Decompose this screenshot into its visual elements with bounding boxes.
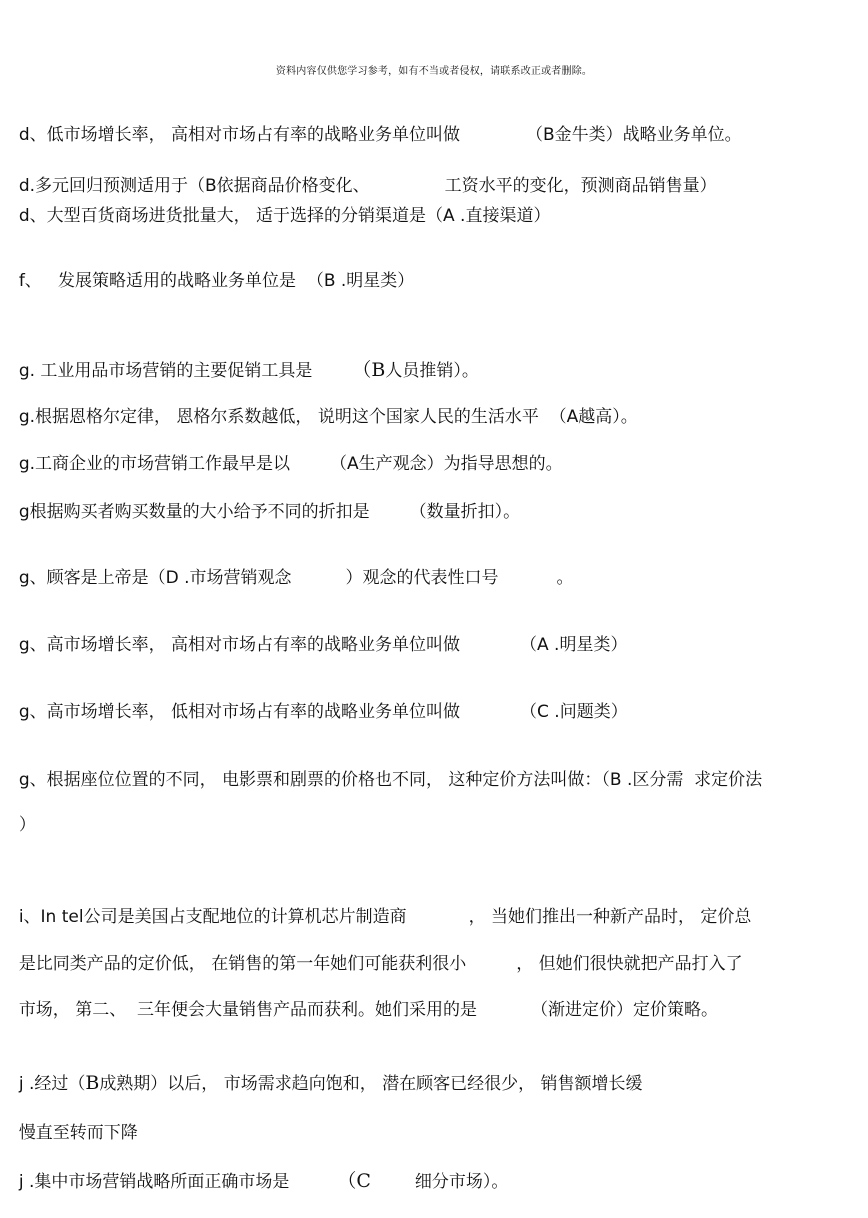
line-text: j .集中市场营销战略所面正确市场是 [18, 1172, 290, 1192]
line-text: 市场， 第二、 三年便会大量销售产品而获利。她们采用的是 [18, 1000, 478, 1020]
line-text: g根据购买者购买数量的大小给予不同的折扣是 [18, 502, 370, 522]
header-note: 资料内容仅供您学习参考，如有不当或者侵权，请联系改正或者删除。 [275, 66, 593, 77]
line-text: j .经过（ [18, 1074, 86, 1094]
line-text: （A生产观念）为指导思想的。 [330, 454, 563, 474]
text-line [8, 183, 550, 227]
line-text: （数量折扣）。 [409, 502, 521, 522]
text-line [8, 1148, 508, 1193]
line-text: 工资水平的变化，预测商品销售量） [444, 176, 717, 196]
text-line [8, 102, 742, 146]
line-text: （C [337, 1170, 371, 1192]
line-text: （C .问题类） [520, 702, 628, 722]
text-line [8, 747, 762, 791]
line-text: g.根据恩格尔定律， 恩格尔系数越低， 说明这个国家人民的生活水平 （A越高）。 [18, 407, 638, 427]
line-text: d、大型百货商场进货批量大， 适于选择的分销渠道是（A .直接渠道） [18, 206, 551, 226]
text-line [8, 612, 627, 656]
text-line [8, 977, 718, 1021]
line-text: ， 当她们推出一种新产品时， 定价总 [468, 907, 752, 927]
line-text: 慢直至转而下降 [18, 1123, 138, 1143]
text-line [8, 1050, 643, 1095]
line-text: g、顾客是上帝是（D .市场营销观念 [18, 568, 292, 588]
line-text: ） [18, 815, 36, 835]
text-line [8, 384, 638, 428]
line-text: ， 但她们很快就把产品打入了 [516, 954, 743, 974]
line-text: （渐进定价）定价策略。 [531, 1000, 719, 1020]
line-text: f、 发展策略适用的战略业务单位是 （B .明星类） [18, 271, 415, 291]
line-text: 人员推销）。 [385, 361, 479, 381]
text-line [8, 1100, 138, 1144]
text-line [8, 431, 563, 475]
line-text: g、高市场增长率， 高相对市场占有率的战略业务单位叫做 [18, 635, 461, 655]
line-text: g、高市场增长率， 低相对市场占有率的战略业务单位叫做 [18, 702, 461, 722]
text-line [8, 679, 628, 723]
line-text: g. 工业用品市场营销的主要促销工具是 [18, 361, 313, 381]
line-text: g、根据座位位置的不同， 电影票和剧票的价格也不同， 这种定价方法叫做：（B .区分需 求定价法 [18, 770, 763, 790]
text-line [8, 337, 479, 382]
line-text: 成熟期）以后， 市场需求趋向饱和， 潜在顾客已经很少， 销售额增长缓 [99, 1074, 643, 1094]
line-text: d、低市场增长率， 高相对市场占有率的战略业务单位叫做 [18, 125, 461, 145]
text-line [8, 792, 36, 836]
text-line [8, 884, 751, 928]
line-text: i、In tel公司是美国占支配地位的计算机芯片制造商 [18, 907, 407, 927]
line-text: 细分市场）。 [414, 1172, 509, 1192]
text-line [8, 248, 414, 292]
line-text: （B金牛类）战略业务单位。 [526, 125, 742, 145]
text-line [8, 545, 574, 589]
line-text: （A .明星类） [520, 635, 628, 655]
line-text: 。 [556, 568, 574, 588]
line-text: 是比同类产品的定价低， 在销售的第一年她们可能获利很小 [18, 954, 467, 974]
line-text: d.多元回归预测适用于（B依据商品价格变化、 [18, 176, 370, 196]
text-line [8, 479, 520, 523]
line-text: （B [352, 359, 386, 381]
text-line [8, 931, 743, 975]
line-text: ）观念的代表性口号 [345, 568, 499, 588]
line-text: g.工商企业的市场营销工作最早是以 [18, 454, 291, 474]
line-text: B [85, 1072, 100, 1094]
